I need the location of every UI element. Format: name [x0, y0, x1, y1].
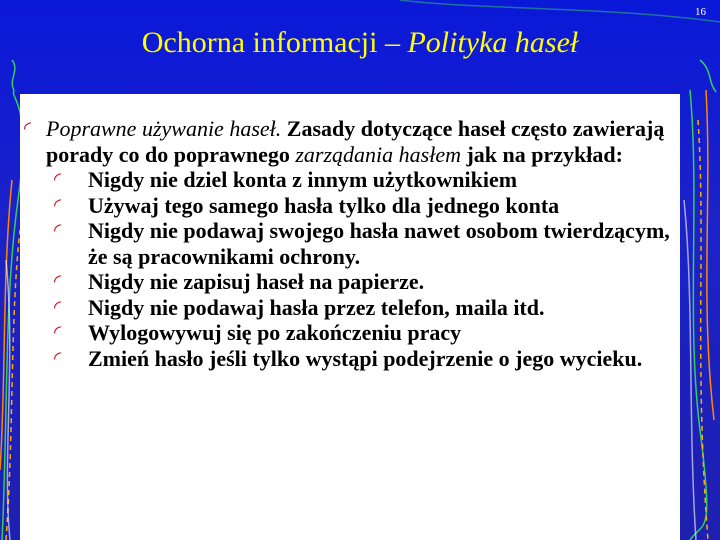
- rule-text: Nigdy nie zapisuj haseł na papierze.: [88, 269, 425, 294]
- slide-body: [24, 116, 684, 371]
- crescent-bullet-icon: ◜: [54, 296, 61, 317]
- list-item: [54, 294, 684, 321]
- rule-text: Nigdy nie dziel konta z innym użytkownikiem: [88, 167, 518, 192]
- slide-title: [0, 26, 720, 60]
- list-item: [54, 320, 684, 346]
- intro-text-a: Zasady dotyczące haseł często zawierają porady co do poprawnego: [46, 116, 665, 167]
- slide-title-main: Ochorna informacji –: [141, 26, 408, 59]
- list-item: [54, 345, 684, 372]
- rule-text: Nigdy nie podawaj swojego hasła nawet osobom twierdzącym, że są pracownikami ochrony.: [88, 218, 670, 269]
- rules-list: [24, 167, 684, 371]
- intro-italic-lead: Poprawne używanie haseł.: [46, 116, 282, 141]
- page-number: 16: [695, 6, 706, 18]
- intro-italic-mid: zarządania hasłem: [295, 141, 461, 167]
- crescent-bullet-icon: ◜: [54, 322, 61, 342]
- crescent-bullet-icon: ◜: [54, 347, 61, 368]
- list-item: [54, 269, 684, 295]
- list-item: [54, 218, 684, 269]
- crescent-bullet-icon: ◜: [54, 271, 61, 291]
- rule-text: Wylogowywuj się po zakończeniu pracy: [88, 320, 462, 345]
- crescent-bullet-icon: ◜: [54, 169, 61, 189]
- rule-text: Nigdy nie podawaj hasła przez telefon, maila itd.: [88, 294, 545, 320]
- rule-text: Zmień hasło jeśli tylko wystąpi podejrzenie o jego wycieku.: [88, 345, 643, 371]
- crescent-bullet-icon: ◜: [24, 118, 31, 138]
- crescent-bullet-icon: ◜: [54, 220, 61, 240]
- list-item: [54, 192, 684, 219]
- intro-text-b: jak na przykład:: [460, 141, 623, 167]
- crescent-bullet-icon: ◜: [54, 194, 61, 215]
- list-item: [54, 167, 684, 193]
- intro-paragraph: [24, 116, 684, 167]
- slide-title-italic: Polityka haseł: [407, 26, 579, 59]
- rule-text: Używaj tego samego hasła tylko dla jednego konta: [88, 192, 560, 218]
